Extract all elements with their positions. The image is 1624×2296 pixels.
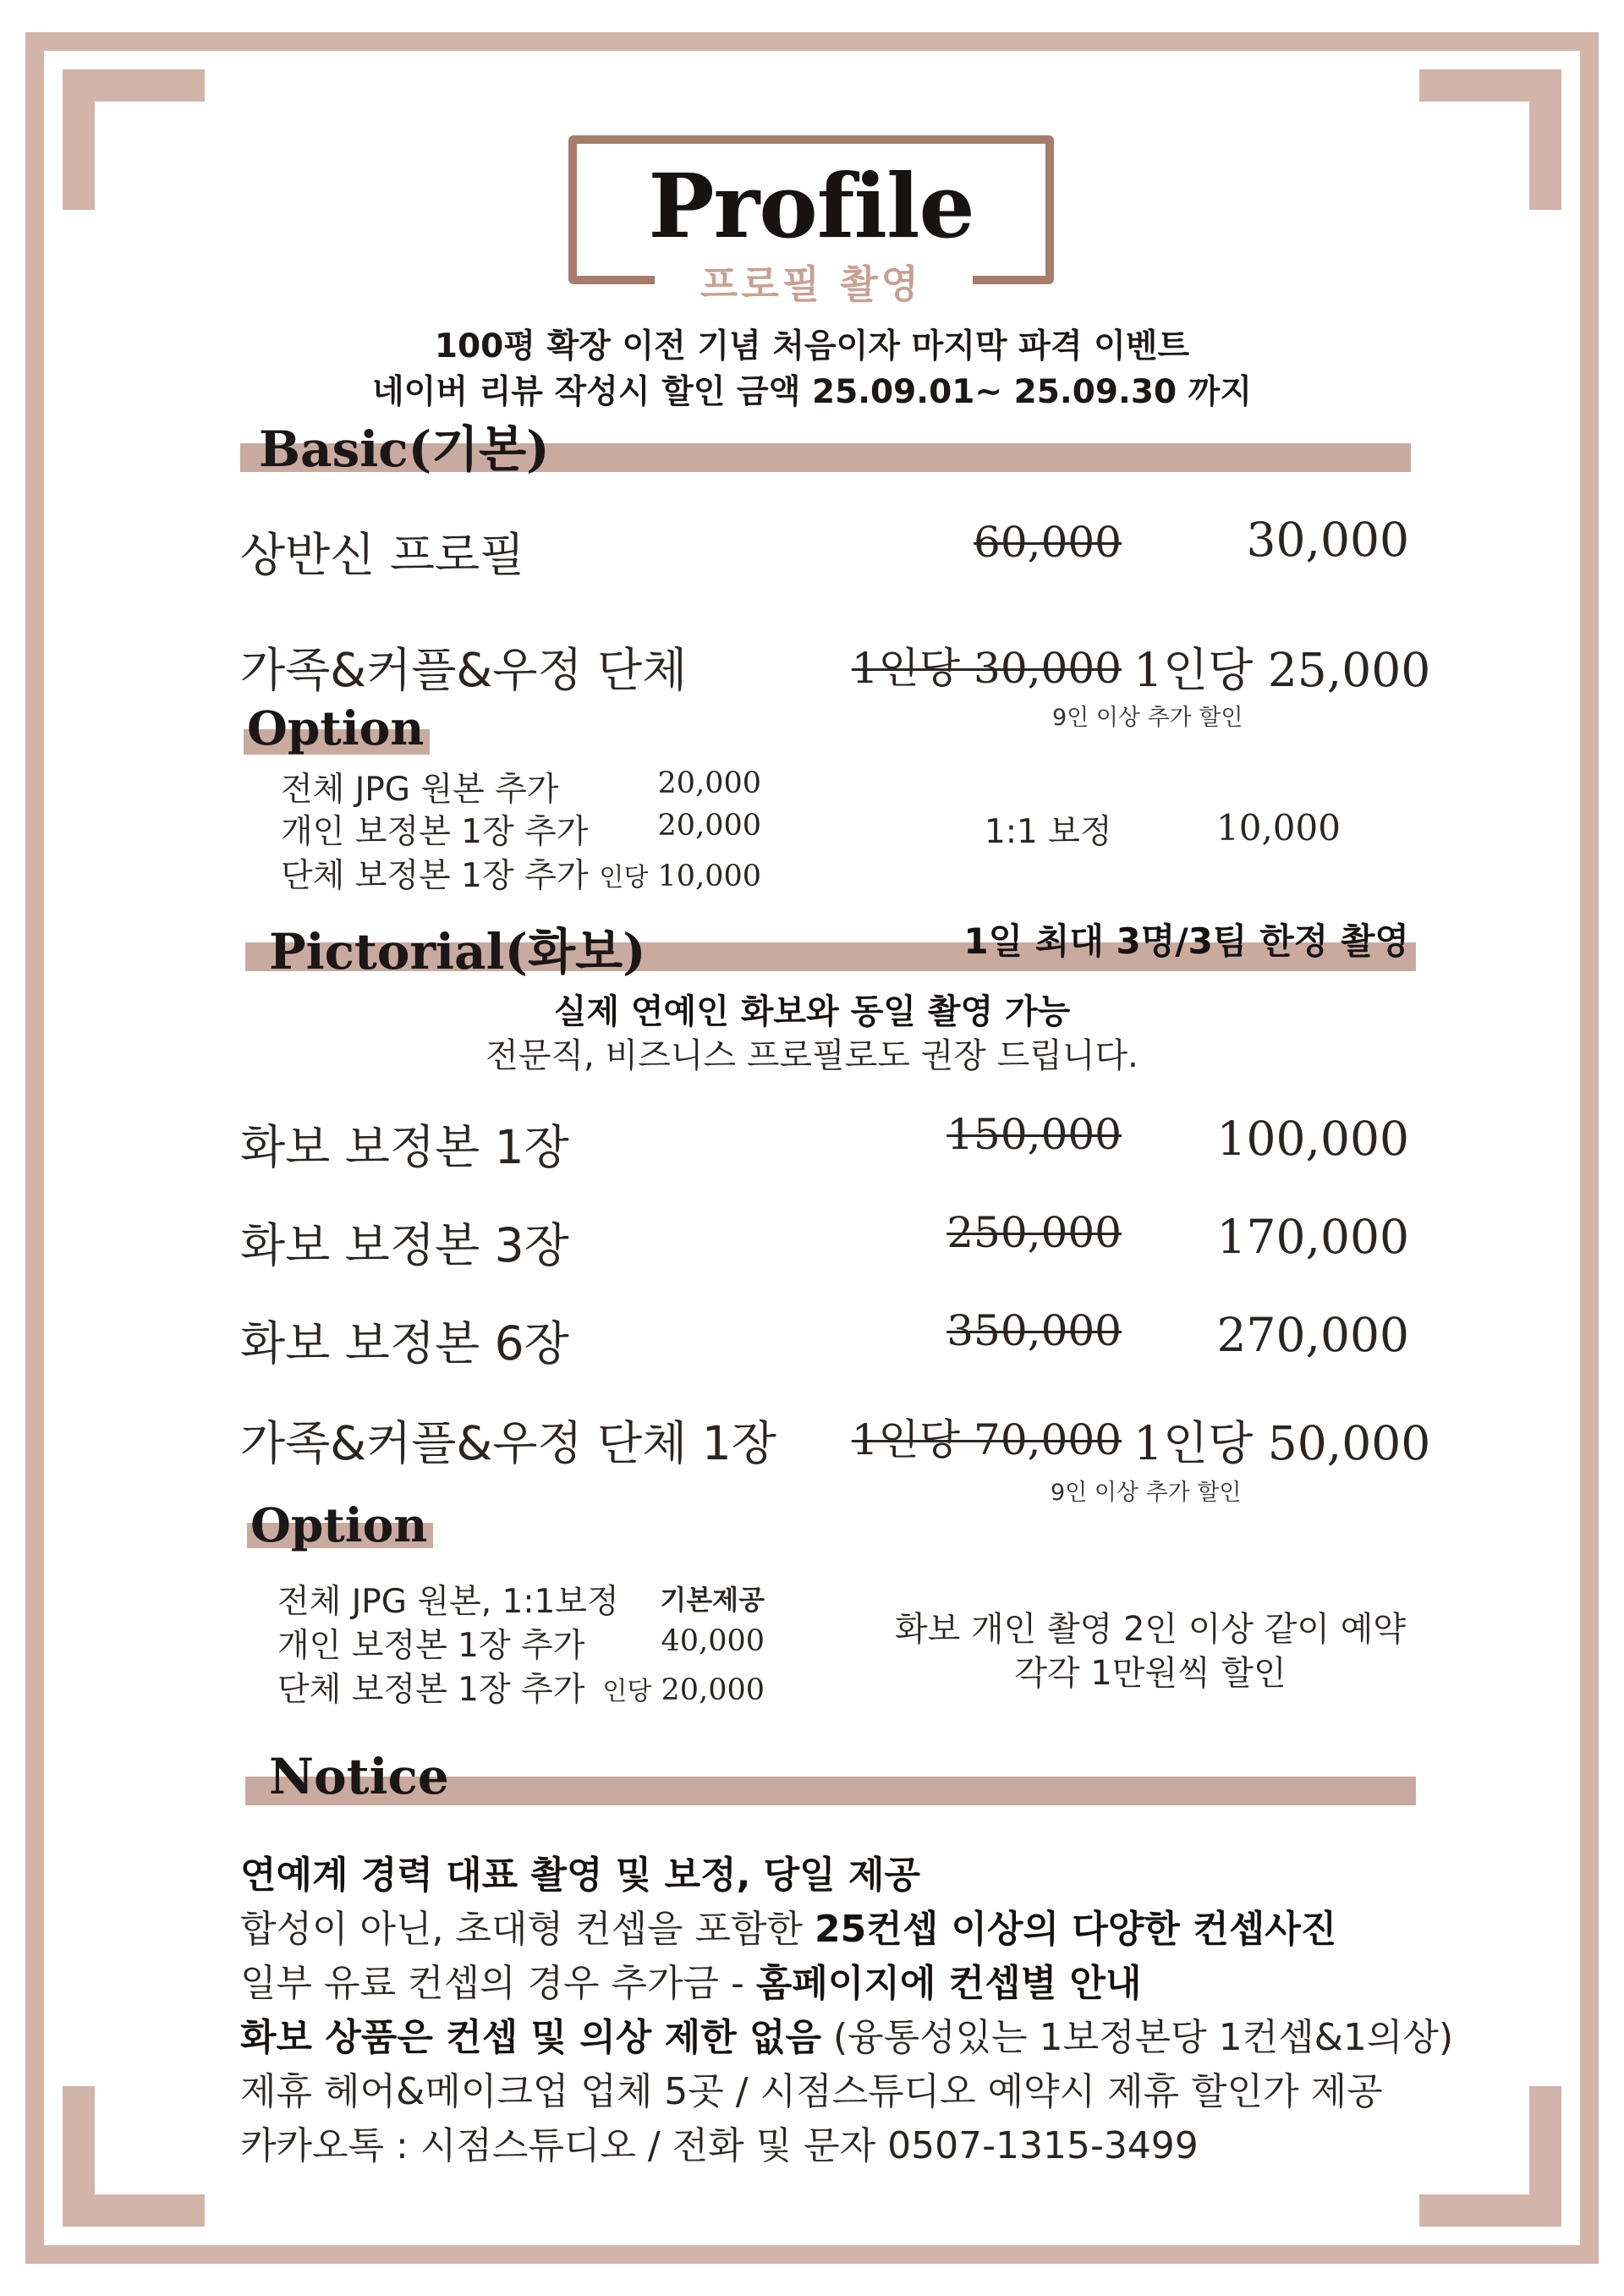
pictorial-group-discount-2: 각각 1만원씩 할인 <box>1014 1654 1287 1693</box>
pictorial-item-new-4: 1인당 50,000 <box>1133 1416 1431 1470</box>
frame-bottom <box>25 2245 1599 2264</box>
pictorial-item-name-1: 화보 보정본 1장 <box>240 1120 569 1174</box>
basic-item-new-2: 1인당 25,000 <box>1133 643 1431 697</box>
frame-right <box>1580 32 1599 2264</box>
page-subtitle: 프로필 촬영 <box>700 261 923 307</box>
pictorial-option-title: Option <box>250 1497 428 1552</box>
corner-br-v <box>1529 2086 1561 2227</box>
notice-line-6: 카카오톡 : 시점스튜디오 / 전화 및 문자 0507-1315-3499 <box>240 2124 1199 2167</box>
basic-option-title: Option <box>247 700 425 755</box>
pictorial-item-old-2: 250,000 <box>946 1208 1122 1257</box>
basic-item-note-2: 9인 이상 추가 할인 <box>1052 705 1243 731</box>
corner-tr-v <box>1529 69 1561 210</box>
pictorial-item-old-3: 350,000 <box>946 1306 1122 1355</box>
pictorial-item-old-4: 1인당 70,000 <box>851 1415 1122 1464</box>
event-line-1: 100평 확장 이전 기념 처음이자 마지막 파격 이벤트 <box>434 327 1190 365</box>
corner-bl-v <box>63 2086 95 2227</box>
pictorial-desc: 전문직, 비즈니스 프로필로도 권장 드립니다. <box>486 1036 1138 1075</box>
pictorial-item-name-4: 가족&커플&우정 단체 1장 <box>240 1416 776 1470</box>
basic-extra-value: 10,000 <box>1216 807 1341 849</box>
pictorial-option-value-2: 40,000 <box>661 1624 765 1658</box>
notice-line-5: 제휴 헤어&메이크업 업체 5곳 / 시점스튜디오 예약시 제휴 할인가 제공 <box>240 2070 1383 2113</box>
notice-line-4: 화보 상품은 컨셉 및 의상 제한 없음 (융통성있는 1보정본당 1컨셉&1의상) <box>240 2016 1454 2059</box>
corner-tl-v <box>63 69 95 210</box>
basic-extra-label: 1:1 보정 <box>985 813 1112 851</box>
basic-option-value-3: 인당 10,000 <box>599 860 761 893</box>
pictorial-section-title: Pictorial(화보) <box>269 923 646 980</box>
basic-option-value-1: 20,000 <box>657 766 761 800</box>
pictorial-item-name-2: 화보 보정본 3장 <box>240 1218 569 1272</box>
pictorial-option-label-2: 개인 보정본 1장 추가 <box>277 1627 585 1665</box>
basic-item-name-1: 상반신 프로필 <box>240 528 525 582</box>
notice-section-title: Notice <box>269 1748 449 1805</box>
basic-option-value-2: 20,000 <box>657 809 761 843</box>
basic-item-old-2: 1인당 30,000 <box>851 644 1122 693</box>
basic-item-new-1: 30,000 <box>1246 513 1409 567</box>
basic-item-old-1: 60,000 <box>974 518 1122 567</box>
pictorial-group-discount-1: 화보 개인 촬영 2인 이상 같이 예약 <box>894 1610 1407 1649</box>
basic-section-title: Basic(기본) <box>259 420 550 478</box>
notice-line-1: 연예계 경력 대표 촬영 및 보정, 당일 제공 <box>240 1854 921 1897</box>
basic-item-name-2: 가족&커플&우정 단체 <box>240 643 688 697</box>
event-line-2: 네이버 리뷰 작성시 할인 금액 25.09.01~ 25.09.30 까지 <box>371 373 1253 411</box>
pictorial-desc-bold: 실제 연예인 화보와 동일 촬영 가능 <box>553 992 1071 1031</box>
pictorial-item-old-1: 150,000 <box>946 1110 1122 1159</box>
notice-line-2: 합성이 아닌, 초대형 컨셉을 포함한 25컨셉 이상의 다양한 컨셉사진 <box>240 1908 1337 1951</box>
pictorial-limit: 1일 최대 3명/3팀 한정 촬영 <box>963 920 1409 962</box>
basic-option-label-3: 단체 보정본 1장 추가 <box>281 857 589 895</box>
basic-option-label-2: 개인 보정본 1장 추가 <box>281 813 589 851</box>
pictorial-item-new-1: 100,000 <box>1216 1112 1409 1166</box>
basic-option-label-1: 전체 JPG 원본 추가 <box>281 771 559 809</box>
pictorial-item-note-4: 9인 이상 추가 할인 <box>1051 1480 1242 1506</box>
pictorial-item-name-3: 화보 보정본 6장 <box>240 1316 569 1370</box>
frame-top <box>25 32 1599 51</box>
pictorial-option-label-1: 전체 JPG 원본, 1:1보정 <box>277 1583 619 1621</box>
pictorial-option-value-1: 기본제공 <box>660 1584 765 1616</box>
pictorial-option-label-3: 단체 보정본 1장 추가 <box>277 1671 585 1709</box>
pictorial-item-new-3: 270,000 <box>1216 1308 1409 1362</box>
pictorial-item-new-2: 170,000 <box>1216 1210 1409 1264</box>
frame-left <box>25 32 44 2264</box>
pictorial-option-value-3: 인당 20,000 <box>602 1673 765 1707</box>
page-title: Profile <box>648 154 974 258</box>
notice-line-3: 일부 유료 컨셉의 경우 추가금 - 홈페이지에 컨셉별 안내 <box>240 1962 1142 2005</box>
